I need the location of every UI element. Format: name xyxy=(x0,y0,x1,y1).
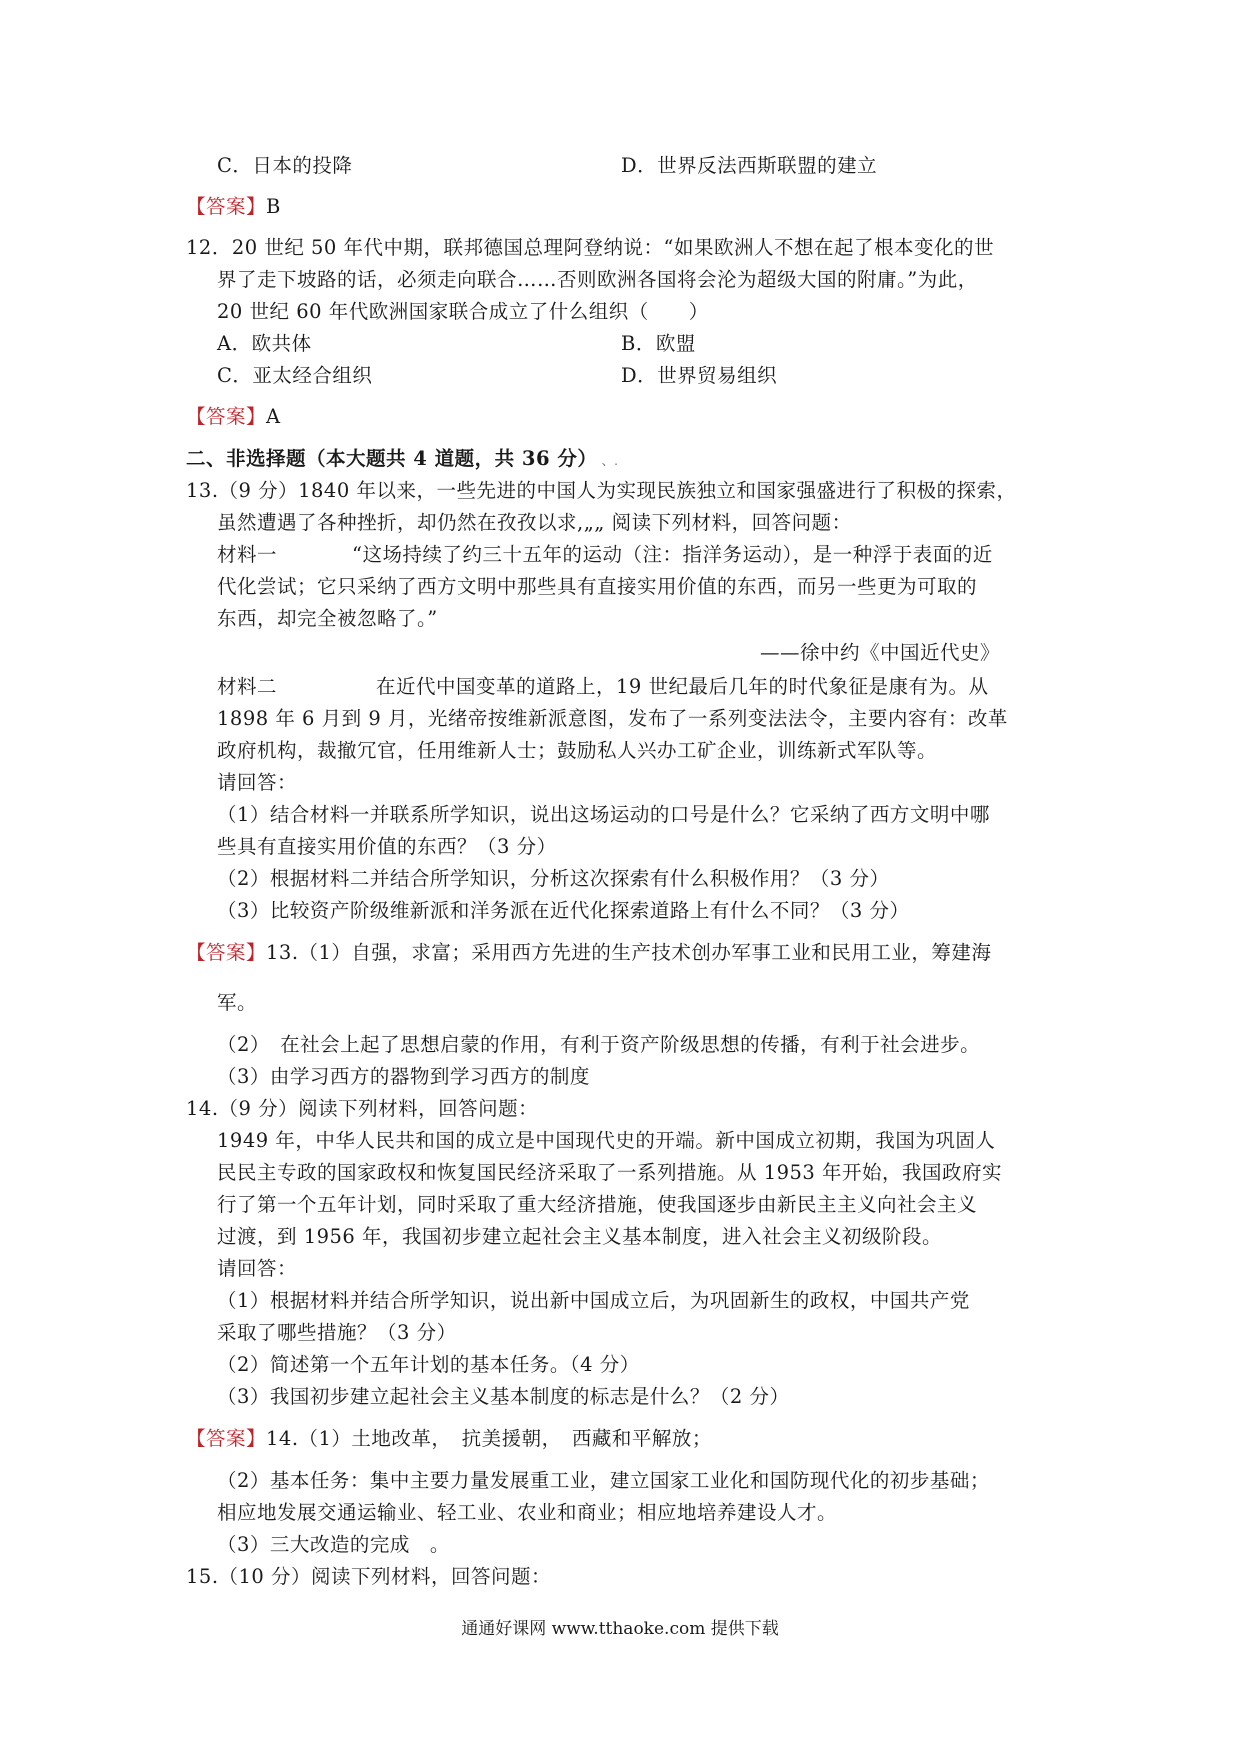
page-footer: 通通好课网 www.tthaoke.com 提供下载 xyxy=(461,1619,779,1639)
q14-answer-2-line-1: （2）基本任务：集中主要力量发展重工业，建立国家工业化和国防现代化的初步基础； xyxy=(217,1469,990,1492)
q12-option-c: C．亚太经合组织 xyxy=(217,364,373,387)
q13-material-1-line-3: 东西，却完全被忽略了。” xyxy=(217,607,438,630)
answer-tag: 【答案】 xyxy=(186,941,267,964)
q14-answer-3: （3）三大改造的完成 。 xyxy=(217,1533,450,1556)
q14-prompt: 请回答： xyxy=(217,1257,298,1280)
q13-sub-1-line-1: （1）结合材料一并联系所学知识，说出这场运动的口号是什么？它采纳了西方文明中哪 xyxy=(217,803,990,826)
q12-line-1: 12．20 世纪 50 年代中期，联邦德国总理阿登纳说：“如果欧洲人不想在起了根本变化的世 xyxy=(186,236,995,259)
q12-answer xyxy=(186,402,281,432)
q15-line-1: 15.（10 分）阅读下列材料，回答问题： xyxy=(186,1565,552,1588)
answer-tag: 【答案】 xyxy=(186,1427,267,1450)
answer-tag: 【答案】 xyxy=(186,195,267,218)
q12-line-2: 界了走下坡路的话，必须走向联合……否则欧洲各国将会沦为超级大国的附庸。”为此， xyxy=(217,268,978,291)
q14-answer-2-line-2: 相应地发展交通运输业、轻工业、农业和商业；相应地培养建设人才。 xyxy=(217,1501,838,1524)
q12-option-a: A．欧共体 xyxy=(217,332,312,355)
q13-material-1-label: 材料一 xyxy=(217,543,278,566)
q13-material-1-source: ——徐中约《中国近代史》 xyxy=(760,641,1001,664)
q13-material-2-line-2: 1898 年 6 月到 9 月，光绪帝按维新派意图，发布了一系列变法法令，主要内容有：改革 xyxy=(217,707,1008,730)
answer-text: 14.（1）土地改革， 抗美援朝， 西藏和平解放； xyxy=(266,1427,712,1450)
answer-text: 13.（1）自强，求富；采用西方先进的生产技术创办军事工业和民用工业，筹建海 xyxy=(266,941,992,964)
q11-option-c: C．日本的投降 xyxy=(217,154,353,177)
q14-sub-1-line-2: 采取了哪些措施？（3 分） xyxy=(217,1321,457,1344)
q12-line-3: 20 世纪 60 年代欧洲国家联合成立了什么组织（ ） xyxy=(217,300,709,323)
section-heading xyxy=(186,444,618,476)
section-heading-mark: 、. xyxy=(601,454,619,468)
q13-line-1: 13.（9 分）1840 年以来，一些先进的中国人为实现民族独立和国家强盛进行了积极的探索， xyxy=(186,479,1017,502)
q13-answer-line-1 xyxy=(186,938,991,968)
q14-paragraph-line-3: 行了第一个五年计划，同时采取了重大经济措施，使我国逐步由新民主主义向社会主义 xyxy=(217,1193,978,1216)
q13-material-2-label: 材料二 xyxy=(217,675,278,698)
q13-answer-3: （3）由学习西方的器物到学习西方的制度 xyxy=(217,1065,590,1088)
answer-value: A xyxy=(266,405,281,428)
answer-tag: 【答案】 xyxy=(186,405,267,428)
q11-answer xyxy=(186,192,281,222)
q13-material-1-line-1: “这场持续了约三十五年的运动（注：指洋务运动），是一种浮于表面的近 xyxy=(352,543,993,566)
q13-material-2-line-1: 在近代中国变革的道路上，19 世纪最后几年的时代象征是康有为。从 xyxy=(376,675,989,698)
q14-line-1: 14.（9 分）阅读下列材料，回答问题： xyxy=(186,1097,539,1120)
q13-sub-1-line-2: 些具有直接实用价值的东西？（3 分） xyxy=(217,835,557,858)
q14-paragraph-line-2: 民民主专政的国家政权和恢复国民经济采取了一系列措施。从 1953 年开始，我国政府实 xyxy=(217,1161,1003,1184)
q12-option-b: B．欧盟 xyxy=(621,332,696,355)
q13-prompt: 请回答： xyxy=(217,771,298,794)
q13-sub-2: （2）根据材料二并结合所学知识，分析这次探索有什么积极作用？（3 分） xyxy=(217,867,890,890)
q14-sub-2: （2）简述第一个五年计划的基本任务。（4 分） xyxy=(217,1353,640,1376)
answer-value: B xyxy=(266,195,281,218)
q13-sub-3: （3）比较资产阶级维新派和洋务派在近代化探索道路上有什么不同？（3 分） xyxy=(217,899,910,922)
q13-material-1-line-2: 代化尝试；它只采纳了西方文明中那些具有直接实用价值的东西，而另一些更为可取的 xyxy=(217,575,978,598)
q14-sub-3: （3）我国初步建立起社会主义基本制度的标志是什么？（2 分） xyxy=(217,1385,790,1408)
section-heading-text: 二、非选择题（本大题共 4 道题，共 36 分） xyxy=(186,447,588,470)
q14-paragraph-line-4: 过渡，到 1956 年，我国初步建立起社会主义基本制度，进入社会主义初级阶段。 xyxy=(217,1225,943,1248)
q13-material-2-line-3: 政府机构，裁撤冗官，任用维新人士；鼓励私人兴办工矿企业，训练新式军队等。 xyxy=(217,739,938,762)
q14-sub-1-line-1: （1）根据材料并结合所学知识，说出新中国成立后，为巩固新生的政权，中国共产党 xyxy=(217,1289,970,1312)
q13-answer-line-2: 军。 xyxy=(217,991,258,1014)
q14-paragraph-line-1: 1949 年，中华人民共和国的成立是中国现代史的开端。新中国成立初期，我国为巩固人 xyxy=(217,1129,996,1152)
q12-option-d: D．世界贸易组织 xyxy=(621,364,778,387)
q13-answer-2: （2） 在社会上起了思想启蒙的作用，有利于资产阶级思想的传播，有利于社会进步。 xyxy=(217,1033,981,1056)
q14-answer-line-1 xyxy=(186,1424,712,1454)
q11-option-d: D．世界反法西斯联盟的建立 xyxy=(621,154,878,177)
q13-line-2: 虽然遭遇了各种挫折，却仍然在孜孜以求,„„ 阅读下列材料，回答问题： xyxy=(217,511,852,534)
